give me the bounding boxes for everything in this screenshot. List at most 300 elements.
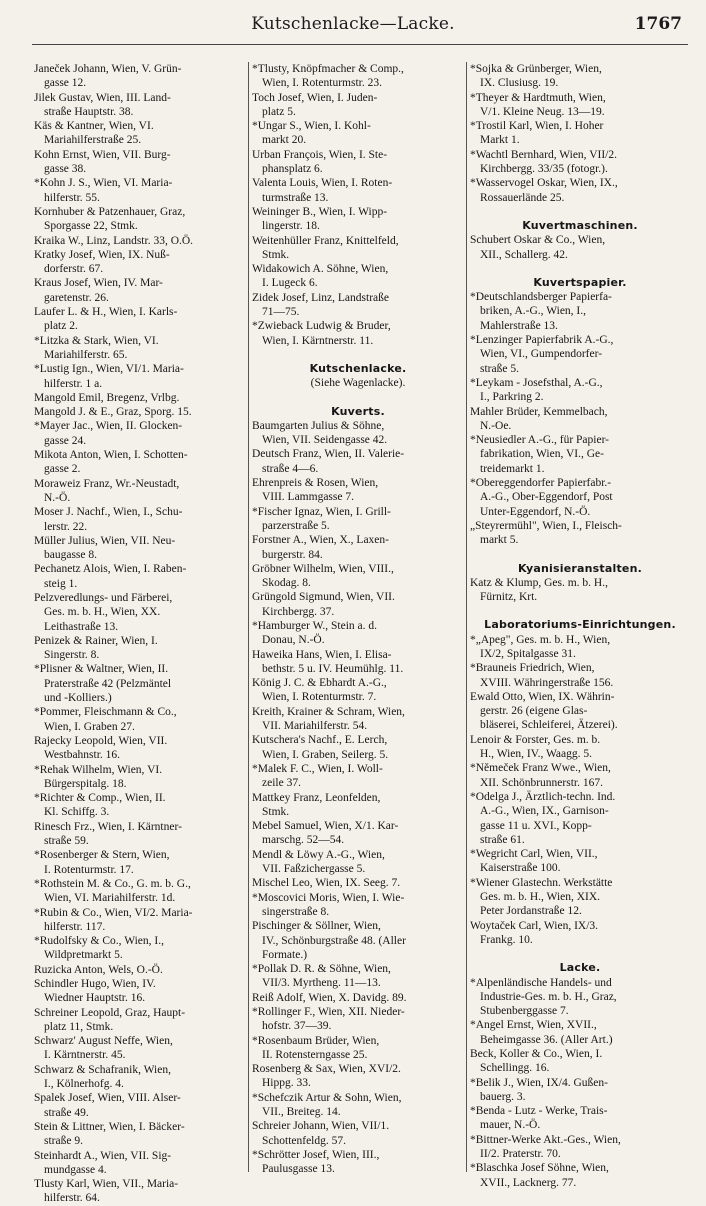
entry-line: hilferstr. 117. — [44, 920, 106, 933]
directory-entry — [252, 848, 464, 877]
directory-entry — [34, 763, 244, 792]
directory-entry — [34, 62, 244, 91]
directory-entry — [470, 405, 690, 434]
entry-line: *Rosenberger & Stern, Wien, — [34, 849, 170, 862]
directory-entry — [470, 1161, 690, 1190]
entry-line: Steinhardt A., Wien, VII. Sig- — [34, 1149, 172, 1162]
entry-line: Paulusgasse 13. — [262, 1163, 335, 1176]
directory-entry — [252, 762, 464, 791]
entry-line: IV., Schönburgstraße 48. (Aller — [262, 934, 406, 947]
section-gap — [470, 205, 690, 219]
entry-line: N.-Oe. — [480, 419, 512, 432]
entry-line: Schwarz & Schafranik, Wien, — [34, 1063, 171, 1076]
directory-entry — [34, 1063, 244, 1092]
directory-entry — [34, 1091, 244, 1120]
entry-line: Praterstraße 42 (Pelzmäntel — [44, 677, 172, 690]
entry-line: Kreith, Krainer & Schram, Wien, — [252, 705, 405, 718]
entry-line: *Plisner & Waltner, Wien, II. — [34, 663, 169, 676]
entry-line: *„Apeg", Ges. m. b. H., Wien, — [470, 633, 611, 646]
entry-line: Wien, I. Rotenturmstr. 7. — [262, 691, 377, 704]
entry-line: Haweika Hans, Wien, I. Elisa- — [252, 648, 392, 661]
entry-line: lingerstr. 18. — [262, 220, 320, 233]
directory-entry — [470, 733, 690, 762]
entry-line: Baumgarten Julius & Söhne, — [252, 419, 385, 432]
entry-line: Pechanetz Alois, Wien, I. Raben- — [34, 563, 187, 576]
entry-line: Kutschera's Nachf., E. Lerch, — [252, 734, 388, 747]
directory-entry — [34, 934, 244, 963]
entry-line: *Rollinger F., Wien, XII. Nieder- — [252, 1006, 405, 1018]
entry-line: Mikota Anton, Wien, I. Schotten- — [34, 449, 188, 462]
entry-line: *Ungar S., Wien, I. Kohl- — [252, 120, 371, 133]
entry-line: *Schrötter Josef, Wien, III., — [252, 1148, 380, 1161]
entry-line: IX/2, Spitalgasse 31. — [480, 647, 576, 660]
directory-entry — [252, 234, 464, 263]
entry-line: steig 1. — [44, 577, 78, 590]
directory-entry — [470, 919, 690, 948]
entry-line: Gröbner Wilhelm, Wien, VIII., — [252, 562, 394, 575]
directory-entry — [34, 820, 244, 849]
entry-line: *Wegricht Carl, Wien, VII., — [470, 848, 598, 861]
entry-line: mauer, N.-Ö. — [480, 1119, 541, 1132]
directory-entry — [470, 1133, 690, 1162]
entry-line: platz 5. — [262, 105, 296, 118]
directory-entry — [34, 176, 244, 205]
entry-line: Schellingg. 16. — [480, 1062, 550, 1075]
entry-line: XVIII. Währingerstraße 156. — [480, 676, 614, 689]
directory-entry — [34, 305, 244, 334]
entry-line: dorferstr. 67. — [44, 263, 104, 276]
directory-entry — [470, 1076, 690, 1105]
directory-entry — [470, 790, 690, 847]
directory-entry — [34, 477, 244, 506]
directory-entry — [252, 176, 464, 205]
entry-line: Kohn Ernst, Wien, VII. Burg- — [34, 148, 171, 161]
entry-line: Fürnitz, Krt. — [480, 591, 538, 604]
directory-entry — [34, 1034, 244, 1063]
entry-line: Leithastraße 13. — [44, 620, 119, 633]
entry-line: Wien, VI. Mariahilferstr. 1d. — [44, 892, 176, 905]
entry-line: *Alpenländische Handels- und — [470, 976, 612, 989]
section-heading: Kuverts. — [331, 404, 385, 418]
entry-line: Grüngold Sigmund, Wien, VII. — [252, 591, 395, 604]
directory-entry — [252, 262, 464, 291]
entry-line: Mahlerstraße 13. — [480, 319, 558, 332]
directory-entry — [252, 505, 464, 534]
directory-entry — [34, 248, 244, 277]
entry-line: hofstr. 37—39. — [262, 1020, 332, 1033]
entry-line: briken, A.-G., Wien, I., — [480, 305, 586, 318]
entry-line: *Pollak D. R. & Söhne, Wien, — [252, 963, 391, 976]
directory-entry — [34, 977, 244, 1006]
directory-entry — [34, 91, 244, 120]
directory-entry — [252, 1034, 464, 1063]
entry-line: bläserei, Schleiferei, Ätzerei). — [480, 719, 618, 732]
directory-entry — [252, 819, 464, 848]
entry-line: *Wachtl Bernhard, Wien, VII/2. — [470, 148, 618, 161]
directory-entry — [252, 733, 464, 762]
directory-entry — [34, 1120, 244, 1149]
directory-entry — [34, 963, 244, 977]
entry-line: straße Hauptstr. 38. — [44, 105, 134, 118]
entry-line: Unter-Eggendorf, N.-Ö. — [480, 505, 591, 518]
entry-line: Mattkey Franz, Leonfelden, — [252, 791, 381, 804]
directory-entry — [34, 234, 244, 248]
directory-entry — [34, 405, 244, 419]
entry-line: garetenstr. 26. — [44, 291, 109, 304]
entry-line: gasse 2. — [44, 463, 81, 476]
entry-line: Toch Josef, Wien, I. Juden- — [252, 91, 378, 104]
entry-line: *Pommer, Fleischmann & Co., — [34, 706, 177, 719]
entry-line: II. Rotensterngasse 25. — [262, 1048, 368, 1061]
section-gap — [470, 262, 690, 276]
entry-line: König J. C. & Ebhardt A.-G., — [252, 677, 387, 690]
entry-line: Katz & Klump, Ges. m. b. H., — [470, 576, 608, 589]
directory-entry — [470, 633, 690, 662]
entry-line: V/1. Kleine Neug. 13—19. — [480, 105, 605, 118]
directory-entry — [252, 1119, 464, 1148]
entry-line: *Benda - Lutz - Werke, Trais- — [470, 1105, 608, 1118]
entry-line: Ruzicka Anton, Wels, O.-Ö. — [34, 963, 163, 976]
directory-entry — [34, 419, 244, 448]
directory-entry — [470, 519, 690, 548]
section-gap — [252, 391, 464, 405]
entry-line: I. Lugeck 6. — [262, 277, 318, 290]
entry-line: markt 20. — [262, 134, 307, 147]
entry-line: Stmk. — [262, 805, 290, 818]
entry-line: Bürgerspitalg. 18. — [44, 777, 127, 790]
entry-line: Urban François, Wien, I. Ste- — [252, 148, 388, 161]
directory-entry — [34, 705, 244, 734]
entry-line: Weitenhüller Franz, Knittelfeld, — [252, 234, 399, 247]
entry-line: *Rudolfsky & Co., Wien, I., — [34, 935, 164, 948]
page-header — [0, 14, 706, 42]
entry-line: Zidek Josef, Linz, Landstraße — [252, 291, 389, 304]
entry-line: Kratky Josef, Wien, IX. Nuß- — [34, 248, 170, 261]
entry-line: VII/3. Myrtheng. 11—13. — [262, 977, 381, 990]
directory-entry — [252, 148, 464, 177]
entry-line: IX. Clusiusg. 19. — [480, 77, 559, 90]
directory-entry — [470, 119, 690, 148]
entry-line: Markt 1. — [480, 134, 520, 147]
directory-entry — [34, 1149, 244, 1178]
entry-line: Pischinger & Söllner, Wien, — [252, 920, 381, 933]
entry-line: parzerstraße 5. — [262, 519, 330, 532]
directory-entry — [252, 876, 464, 890]
entry-line: hilferstr. 55. — [44, 191, 100, 204]
entry-line: XVII., Lacknerg. 77. — [480, 1176, 577, 1189]
entry-line: *Malek F. C., Wien, I. Woll- — [252, 762, 383, 775]
entry-line: *Trostil Karl, Wien, I. Hoher — [470, 120, 604, 133]
entry-line: Forstner A., Wien, X., Laxen- — [252, 534, 389, 547]
directory-entry — [34, 119, 244, 148]
entry-line: und -Kolliers.) — [44, 692, 112, 705]
entry-line: Moraweiz Franz, Wr.-Neustadt, — [34, 477, 180, 490]
directory-entry — [252, 590, 464, 619]
directory-entry — [34, 848, 244, 877]
entry-line: I., Kölnerhofg. 4. — [44, 1078, 124, 1091]
entry-line: „Steyrermühl", Wien, I., Fleisch- — [470, 519, 622, 532]
entry-line: gasse 11 u. XVI., Kopp- — [480, 819, 592, 832]
directory-entry — [470, 576, 690, 605]
entry-line: Ewald Otto, Wien, IX. Währin- — [470, 690, 615, 703]
section-gap — [470, 947, 690, 961]
directory-entry — [252, 1091, 464, 1120]
directory-entry — [470, 690, 690, 733]
directory-entry — [34, 362, 244, 391]
directory-entry — [252, 533, 464, 562]
directory-entry — [252, 291, 464, 320]
entry-line: Laufer L. & H., Wien, I. Karls- — [34, 306, 178, 319]
entry-line: *Wasservogel Oskar, Wien, IX., — [470, 177, 618, 190]
entry-line: baugasse 8. — [44, 549, 98, 562]
directory-entry — [252, 91, 464, 120]
directory-entry — [34, 534, 244, 563]
entry-line: Mischel Leo, Wien, IX. Seeg. 7. — [252, 877, 401, 890]
entry-line: Kirchbergg. 33/35 (fotogr.). — [480, 163, 608, 176]
entry-line: Schubert Oskar & Co., Wien, — [470, 234, 606, 247]
entry-line: VIII. Lammgasse 7. — [262, 491, 354, 504]
directory-entry — [252, 619, 464, 648]
entry-line: I. Rotenturmstr. 17. — [44, 863, 134, 876]
entry-line: Hippg. 33. — [262, 1077, 311, 1090]
directory-entry — [252, 205, 464, 234]
directory-entry — [470, 91, 690, 120]
directory-entry — [252, 119, 464, 148]
entry-line: Pelzveredlungs- und Färberei, — [34, 591, 173, 604]
entry-line: Mebel Samuel, Wien, X/1. Kar- — [252, 820, 399, 833]
entry-line: Kirchbergg. 37. — [262, 605, 335, 618]
directory-entry — [470, 433, 690, 476]
entry-line: Rinesch Frz., Wien, I. Kärntner- — [34, 820, 182, 833]
entry-line: gasse 24. — [44, 434, 87, 447]
entry-line: Wien, I. Graben 27. — [44, 720, 135, 733]
entry-line: Stein & Littner, Wien, I. Bäcker- — [34, 1120, 185, 1133]
entry-line: gerstr. 26 (eigene Glas- — [480, 705, 588, 718]
directory-entry — [470, 761, 690, 790]
directory-entry — [470, 661, 690, 690]
column-right — [470, 62, 690, 1190]
entry-line: Frankg. 10. — [480, 933, 533, 946]
entry-line: Beheimgasse 36. (Aller Art.) — [480, 1033, 613, 1046]
entry-line: *Richter & Comp., Wien, II. — [34, 792, 166, 805]
directory-entry — [252, 319, 464, 348]
entry-line: straße 59. — [44, 835, 89, 848]
directory-entry — [252, 791, 464, 820]
section-gap — [252, 348, 464, 362]
entry-line: Industrie-Ges. m. b. H., Graz, — [480, 990, 617, 1003]
directory-entry — [34, 791, 244, 820]
directory-entry — [34, 734, 244, 763]
directory-entry — [470, 1047, 690, 1076]
entry-line: *Wiener Glastechn. Werkstätte — [470, 876, 613, 889]
entry-line: *Obereggendorfer Papierfabr.- — [470, 477, 612, 490]
directory-entry — [470, 233, 690, 262]
column-middle — [252, 62, 464, 1177]
entry-line: *Odelga J., Ärztlich-techn. Ind. — [470, 790, 616, 803]
directory-entry — [34, 562, 244, 591]
section-heading: Laboratoriums-Einrichtungen. — [484, 618, 676, 632]
entry-line: Stmk. — [262, 248, 290, 261]
entry-line: bauerg. 3. — [480, 1090, 526, 1103]
entry-line: *Rehak Wilhelm, Wien, VI. — [34, 763, 163, 776]
entry-line: straße 5. — [480, 362, 519, 375]
directory-entry — [252, 705, 464, 734]
entry-line: gasse 12. — [44, 77, 87, 90]
entry-line: Ehrenpreis & Rosen, Wien, — [252, 477, 379, 490]
entry-line: singerstraße 8. — [262, 905, 330, 918]
entry-line: *Schefczik Artur & Sohn, Wien, — [252, 1091, 402, 1104]
entry-line: I. Kärntnerstr. 45. — [44, 1049, 126, 1062]
entry-line: *Hamburger W., Stein a. d. — [252, 619, 377, 632]
directory-entry — [252, 1005, 464, 1034]
directory-entry — [34, 591, 244, 634]
directory-entry — [252, 891, 464, 920]
directory-entry — [34, 276, 244, 305]
entry-line: Formate.) — [262, 948, 308, 961]
directory-entry — [34, 148, 244, 177]
entry-line: hilferstr. 1 a. — [44, 377, 103, 390]
entry-line: Wien, VI., Gumpendorfer- — [480, 348, 603, 361]
directory-entry — [470, 176, 690, 205]
directory-entry — [470, 1018, 690, 1047]
column-separator — [248, 62, 249, 1172]
entry-line: Kraus Josef, Wien, IV. Mar- — [34, 277, 163, 290]
directory-entry — [34, 334, 244, 363]
directory-entry — [470, 476, 690, 519]
entry-line: *Brauneis Friedrich, Wien, — [470, 662, 595, 675]
directory-entry — [470, 376, 690, 405]
entry-line: treidemarkt 1. — [480, 462, 545, 475]
entry-line: mundgasse 4. — [44, 1163, 107, 1176]
column-left — [34, 62, 244, 1206]
entry-line: lerstr. 22. — [44, 520, 88, 533]
entry-line: H., Wien, IV., Waagg. 5. — [480, 748, 593, 761]
entry-line: straße 4—6. — [262, 462, 319, 475]
entry-line: Mariahilferstr. 65. — [44, 348, 128, 361]
entry-line: *Moscovici Moris, Wien, I. Wie- — [252, 891, 405, 904]
entry-line: Sporgasse 22, Stmk. — [44, 220, 138, 233]
entry-line: marschg. 52—54. — [262, 834, 345, 847]
section-heading: Kuvertspapier. — [533, 275, 627, 289]
directory-entry — [34, 906, 244, 935]
entry-line: platz 2. — [44, 320, 78, 333]
directory-entry — [470, 290, 690, 333]
section-gap — [470, 604, 690, 618]
entry-line: Mangold Emil, Bregenz, Vrlbg. — [34, 391, 180, 404]
entry-line: VII. Faßzichergasse 5. — [262, 863, 366, 876]
directory-entry — [470, 847, 690, 876]
entry-line: Rosenberg & Sax, Wien, XVI/2. — [252, 1063, 401, 1076]
directory-entry — [252, 919, 464, 962]
directory-entry — [34, 448, 244, 477]
section-gap — [470, 548, 690, 562]
entry-line: Singerstr. 8. — [44, 649, 100, 662]
entry-line: hilferstr. 64. — [44, 1192, 100, 1205]
entry-line: *Fischer Ignaz, Wien, I. Grill- — [252, 505, 391, 518]
entry-line: *Sojka & Grünberger, Wien, — [470, 63, 602, 75]
directory-entry — [470, 976, 690, 1019]
directory-entry — [34, 662, 244, 705]
entry-line: Ges. m. b. H., Wien, XX. — [44, 606, 161, 619]
entry-line: Donau, N.-Ö. — [262, 634, 325, 647]
entry-line: straße 9. — [44, 1135, 83, 1148]
entry-line: *Lustig Ign., Wien, VI/1. Maria- — [34, 363, 184, 376]
entry-line: Tlusty Karl, Wien, VII., Maria- — [34, 1178, 179, 1191]
entry-line: *Němeček Franz Wwe., Wien, — [470, 762, 611, 775]
entry-line: A.-G., Wien, IX., Garnison- — [480, 805, 609, 818]
section-heading: Kutschenlacke. — [309, 361, 407, 375]
directory-entry — [34, 1006, 244, 1035]
directory-entry — [470, 333, 690, 376]
entry-line: Wien, I. Rotenturmstr. 23. — [262, 77, 382, 90]
entry-line: VII. Mariahilferstr. 54. — [262, 720, 368, 733]
entry-line: gasse 38. — [44, 163, 87, 176]
entry-line: Penizek & Rainer, Wien, I. — [34, 634, 158, 647]
entry-line: XII. Schönbrunnerstr. 167. — [480, 776, 603, 789]
entry-line: *Rosenbaum Brüder, Wien, — [252, 1034, 380, 1047]
entry-line: Kl. Schiffg. 3. — [44, 806, 110, 819]
entry-line: platz 11, Stmk. — [44, 1020, 114, 1033]
entry-line: straße 49. — [44, 1106, 89, 1119]
directory-entry — [470, 876, 690, 919]
entry-line: Weininger B., Wien, I. Wipp- — [252, 205, 388, 218]
entry-line: Mangold J. & E., Graz, Sporg. 15. — [34, 406, 192, 419]
entry-line: turmstraße 13. — [262, 191, 329, 204]
entry-line: *Mayer Jac., Wien, II. Glocken- — [34, 420, 183, 433]
entry-line: N.-Ö. — [44, 491, 71, 504]
entry-line: *Zwieback Ludwig & Bruder, — [252, 320, 391, 333]
entry-line: Wien, I. Graben, Seilerg. 5. — [262, 748, 389, 761]
directory-entry — [252, 676, 464, 705]
entry-line: Müller Julius, Wien, VII. Neu- — [34, 534, 176, 547]
entry-line: Wien, I. Kärntnerstr. 11. — [262, 334, 374, 347]
directory-entry — [34, 205, 244, 234]
directory-entry — [34, 391, 244, 405]
entry-line: fabrikation, Wien, VI., Ge- — [480, 448, 604, 461]
entry-line: Stubenberggasse 7. — [480, 1005, 569, 1018]
entry-line: Deutsch Franz, Wien, II. Valerie- — [252, 448, 405, 461]
column-separator — [466, 62, 467, 1172]
entry-line: Wiedner Hauptstr. 16. — [44, 992, 146, 1005]
entry-line: *Bittner-Werke Akt.-Ges., Wien, — [470, 1133, 621, 1146]
header-rule — [32, 44, 688, 45]
entry-line: Mahler Brüder, Kemmelbach, — [470, 405, 608, 418]
entry-line: *Neusiedler A.-G., für Papier- — [470, 434, 610, 447]
directory-entry — [470, 148, 690, 177]
entry-line: 71—75. — [262, 306, 300, 319]
entry-line: Schottenfeldg. 57. — [262, 1134, 346, 1147]
entry-line: phansplatz 6. — [262, 163, 323, 176]
entry-line: VII., Breiteg. 14. — [262, 1106, 341, 1119]
entry-line: Westbahnstr. 16. — [44, 749, 121, 762]
directory-entry — [34, 505, 244, 534]
directory-entry — [470, 1104, 690, 1133]
entry-line: Schreier Johann, Wien, VII/1. — [252, 1120, 390, 1133]
entry-line: Janeček Johann, Wien, V. Grün- — [34, 63, 182, 75]
entry-line: Lenoir & Forster, Ges. m. b. — [470, 733, 601, 746]
directory-entry — [252, 648, 464, 677]
entry-line: Valenta Louis, Wien, I. Roten- — [252, 177, 393, 190]
page-title: Kutschenlacke—Lacke. — [251, 14, 455, 34]
entry-line: Käs & Kantner, Wien, VI. — [34, 120, 154, 133]
entry-line: XII., Schallerg. 42. — [480, 248, 568, 261]
entry-line: Spalek Josef, Wien, VIII. Alser- — [34, 1092, 181, 1105]
entry-line: Rajecky Leopold, Wien, VII. — [34, 734, 168, 747]
directory-entry — [34, 877, 244, 906]
directory-entry — [252, 1148, 464, 1177]
entry-line: Woytaček Carl, Wien, IX/3. — [470, 919, 599, 932]
directory-entry — [252, 447, 464, 476]
